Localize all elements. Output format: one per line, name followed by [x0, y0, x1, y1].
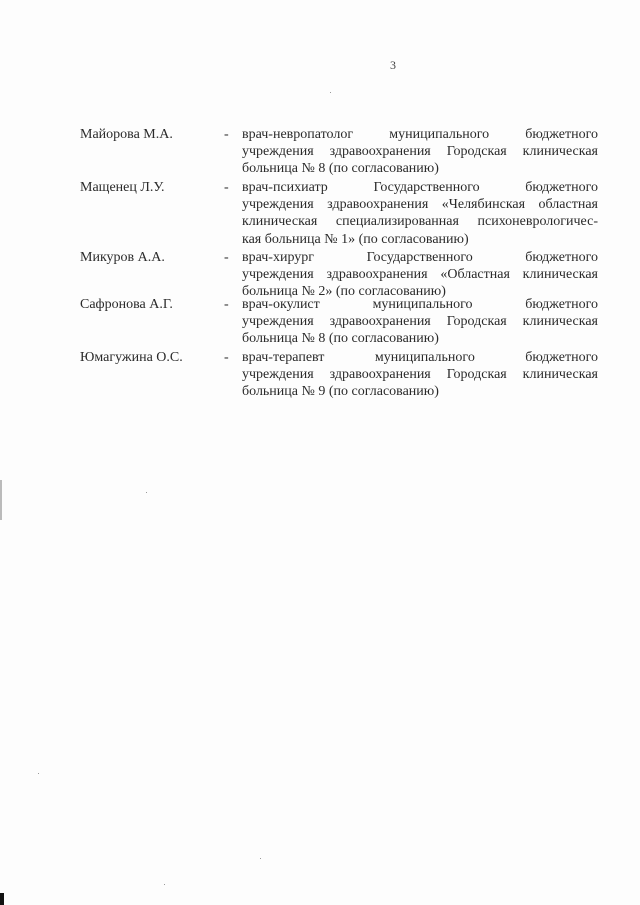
description-line: врач-терапевт муниципального бюджетного	[242, 350, 598, 365]
description-line: клиническая специализированная психоневрологичес-	[242, 214, 598, 230]
position-description	[242, 296, 598, 348]
description-line: учреждения здравоохранения Городская клиническая	[242, 367, 598, 383]
dash-separator: -	[224, 180, 229, 195]
description-line: больница № 2» (по согласованию)	[242, 284, 446, 300]
person-name: Микуров А.А.	[80, 250, 165, 265]
description-line: кая больница № 1» (по согласованию)	[242, 231, 469, 247]
dash-separator: -	[224, 297, 229, 312]
position-description	[242, 126, 598, 178]
scan-speck	[260, 858, 261, 859]
person-name: Майорова М.А.	[80, 127, 173, 142]
position-description	[242, 179, 598, 248]
dash-separator: -	[224, 127, 229, 142]
page-number: 3	[390, 58, 396, 72]
description-line: больница № 9 (по согласованию)	[242, 384, 439, 400]
description-line: учреждения здравоохранения Городская клиническая	[242, 144, 598, 160]
scan-speck	[164, 884, 165, 885]
description-line: врач-хирург Государственного бюджетного	[242, 250, 598, 265]
description-line: учреждения здравоохранения Городская клиническая	[242, 314, 598, 330]
scan-speck	[330, 92, 331, 93]
description-line: учреждения здравоохранения «Челябинская областная	[242, 197, 598, 213]
dash-separator: -	[224, 250, 229, 265]
person-name: Юмагужина О.С.	[80, 350, 183, 365]
dash-separator: -	[224, 350, 229, 365]
scan-speck	[146, 492, 147, 493]
position-description	[242, 349, 598, 401]
scan-edge-mark	[0, 480, 2, 520]
description-line: врач-психиатр Государственного бюджетного	[242, 180, 598, 195]
description-line: врач-окулист муниципального бюджетного	[242, 297, 598, 312]
scan-speck	[38, 773, 39, 774]
person-name: Мащенец Л.У.	[80, 180, 165, 195]
person-name: Сафронова А.Г.	[80, 297, 173, 312]
description-line: больница № 8 (по согласованию)	[242, 331, 439, 347]
description-line: врач-невропатолог муниципального бюджетного	[242, 127, 598, 142]
scan-edge-mark	[0, 893, 4, 905]
description-line: учреждения здравоохранения «Областная клиническая	[242, 267, 598, 283]
description-line: больница № 8 (по согласованию)	[242, 161, 439, 177]
position-description	[242, 249, 598, 301]
